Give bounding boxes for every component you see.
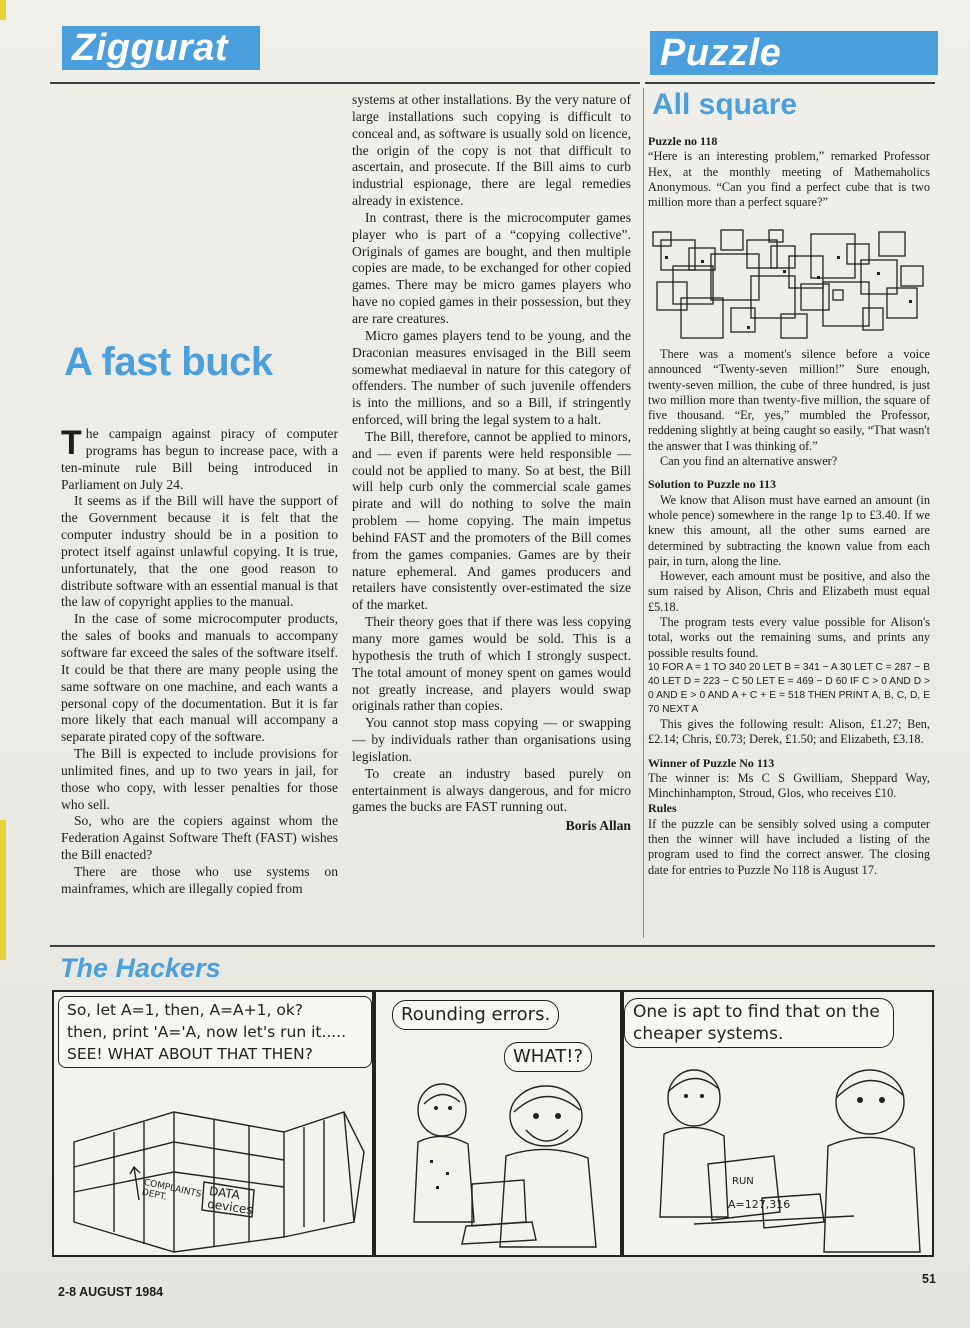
article-column-2: [352, 92, 631, 835]
article-paragraph: So, who are the copiers against whom the Federation Against Software Theft (FAST) wishes the Bill enacted?: [61, 813, 338, 863]
puzzle-body-block: [648, 347, 930, 878]
complaints-sign: COMPLAINTS DEPT.: [140, 1177, 203, 1203]
issue-date: 2-8 AUGUST 1984: [58, 1285, 164, 1299]
winner-text: The winner is: Ms C S Gwilliam, Sheppard Way, Minchinhampton, Stroud, Glos, who receives £10.: [648, 770, 930, 801]
cartoon-panel-2: [374, 990, 622, 1257]
article-column-1: [61, 426, 338, 898]
speech-bubble-cheaper-systems: One is apt to find that on the cheaper systems.: [624, 998, 894, 1048]
solution-paragraph: The program tests every value possible for Alison's total, works out the remaining sums, and prints any possible results found.: [648, 615, 930, 660]
section-banner-left: Ziggurat: [62, 26, 260, 70]
article-headline: A fast buck: [64, 340, 273, 384]
solution-paragraph: However, each amount must be positive, and also the sum raised by Alison, Chris and Elizabeth must equal £5.18.: [648, 569, 930, 614]
column-divider: [643, 88, 644, 938]
page-number: 51: [922, 1272, 936, 1286]
bottom-rule: [50, 945, 935, 947]
cartoon-strip: [52, 990, 934, 1255]
data-devices-sign: DATA devices: [206, 1183, 254, 1218]
terminal-result-text: A=127,316: [728, 1198, 791, 1211]
article-paragraph: systems at other installations. By the very nature of large installations such copying is difficult to conceal and, as software is usually sold on licence, the origin of the copy is not that difficult to ascertain, and prosecute. If the Bill aims to curb industrial espionage, there are legal remedies already in existence.: [352, 92, 631, 209]
puzzle-headline: All square: [652, 88, 798, 121]
professors-at-terminal-drawing: [624, 1052, 932, 1255]
article-paragraph: In contrast, there is the microcomputer games player who is part of a “copying collective”. Originals of games are bought, and then multiple copies are made, to be exchanged for other copied games. There may be micro games players who have no copied games in their possession, but they are rare creatures.: [352, 209, 631, 326]
cartoon-title: The Hackers: [60, 953, 221, 983]
article-paragraph: The Bill is expected to include provisions for unlimited fines, and up to two years in jail, for those who copy, with lesser penalties for those who sell.: [61, 746, 338, 812]
puzzle-intro: “Here is an interesting problem,” remarked Professor Hex, at the monthly meeting of Mathemaholics Anonymous. “Can you find a perfect cube that is two million more than a perfect square?”: [648, 149, 930, 210]
winner-label: Winner of Puzzle No 113: [648, 755, 775, 770]
article-paragraph: There are those who use systems on mainframes, which are illegally copied from: [61, 863, 338, 896]
speech-bubble-panel-1: So, let A=1, then, A=A+1, ok? then, print 'A='A, now let's run it..... SEE! WHAT ABOUT THAT THEN?: [58, 996, 372, 1068]
basic-program-listing: 10 FOR A = 1 TO 340 20 LET B = 341 − A 30 LET C = 287 − B 40 LET D = 223 − C 50 LET E = 469 − D 60 IF C > 0 AND D > 0 AND E > 0 AND A + C + E = 518 THEN PRINT A, B, C, D, E 70 NEXT A: [648, 661, 930, 715]
section-banner-right: Puzzle: [650, 31, 938, 75]
speech-bubble-what: WHAT!?: [504, 1042, 592, 1072]
puzzle-squares-illustration: [651, 226, 929, 344]
rules-label: Rules: [648, 801, 677, 816]
puzzle-number-label: Puzzle no 118: [648, 134, 718, 148]
article-paragraph: You cannot stop mass copying — or swapping — by individuals rather than organisations using legislation.: [352, 715, 631, 764]
top-rule-left: [50, 82, 640, 84]
solution-label: Solution to Puzzle no 113: [648, 477, 777, 492]
article-paragraph: Their theory goes that if there was less copying many more games would be sold. This is a hypothesis the truth of which I strongly suspect. The total amount of money spent on games would not greatly increase, and players would swap originals rather than copies.: [352, 614, 631, 714]
cartoon-panel-3: [622, 990, 934, 1257]
office-building-drawing: [54, 1072, 372, 1255]
speech-bubble-rounding: Rounding errors.: [392, 1000, 559, 1030]
puzzle-intro-block: [648, 134, 930, 210]
article-paragraph: To create an industry based purely on entertainment is always dangerous, and for micro games the bucks are FAST running out.: [352, 765, 631, 815]
solution-paragraph: We know that Alison must have earned an amount (in whole pence) somewhere in the range 1p to £3.40. If we knew this amount, all the other sums earned are determined by subtracting the known value from each pair, in turn, along the line.: [648, 492, 930, 568]
drop-cap: T: [61, 424, 82, 462]
rules-text: If the puzzle can be sensibly solved using a computer then the winner will have included a listing of the program used to find the correct answer. The closing date for entries to Puzzle No 118 is August 17.: [648, 816, 930, 877]
solution-result: This gives the following result: Alison, £1.27; Ben, £2.14; Chris, £0.73; Derek, £1.50; and Elizabeth, £3.18.: [648, 716, 930, 747]
terminal-run-text: RUN: [732, 1176, 754, 1187]
page-edge-marker: [0, 820, 6, 960]
hackers-at-computer-drawing: [376, 1072, 620, 1255]
top-rule-right: [645, 82, 935, 84]
article-paragraph: It seems as if the Bill will have the support of the Government because it is felt that the computer industry should be in a position to protect itself against unlawful copying. It is true, unfortunately, that the one good reason to distribute software with an essential manual is that the law of copyright applies to the manual.: [61, 493, 338, 610]
article-paragraph: In the case of some microcomputer products, the sales of books and manuals to accompany software far exceed the sales of the software itself. It could be that there are many people using the same software on one machine, and each wants a personal copy of the documentation. But it is far more likely that each manual will accompany a separate pirated copy of the software.: [61, 611, 338, 745]
page-edge-marker-top: [0, 0, 6, 20]
article-paragraph: Micro games players tend to be young, and the Draconian measures envisaged in the Bill seem somewhat mediaeval in nature for this category of offenders. The number of such juvenile offenders is into the millions, and so a Bill, if stringently enforced, will bring the legal system to a halt.: [352, 327, 631, 428]
article-byline: Boris Allan: [565, 818, 631, 834]
cartoon-panel-1: [52, 990, 374, 1257]
puzzle-question: Can you find an alternative answer?: [660, 454, 838, 469]
article-lead-paragraph: The campaign against piracy of computer programs has begun to increase pace, with a ten-minute rule Bill being introduced in Parliament on July 24.: [61, 424, 338, 492]
article-paragraph: The Bill, therefore, cannot be applied to minors, and — even if parents were held responsible — could not be applied to many. So at best, the Bill will help curb only the commercial scale games pirate and will do nothing to solve the main problem — home copying. The main impetus behind FAST and the promoters of the Bill comes from the games companies. Games are by their nature ephemeral. And games producers and retailers have consistently over-estimated the size of the market.: [352, 428, 631, 613]
puzzle-paragraph: There was a moment's silence before a voice announced “Twenty-seven million!” Sure enough, twenty-seven million, the cube of three hundred, is just two million more than twenty-five million, the square of five thousand. “Er, yes,” mumbled the Professor, reddening slightly at being caught so easily, “That wasn't the answer that I was thinking of.”: [648, 347, 930, 453]
